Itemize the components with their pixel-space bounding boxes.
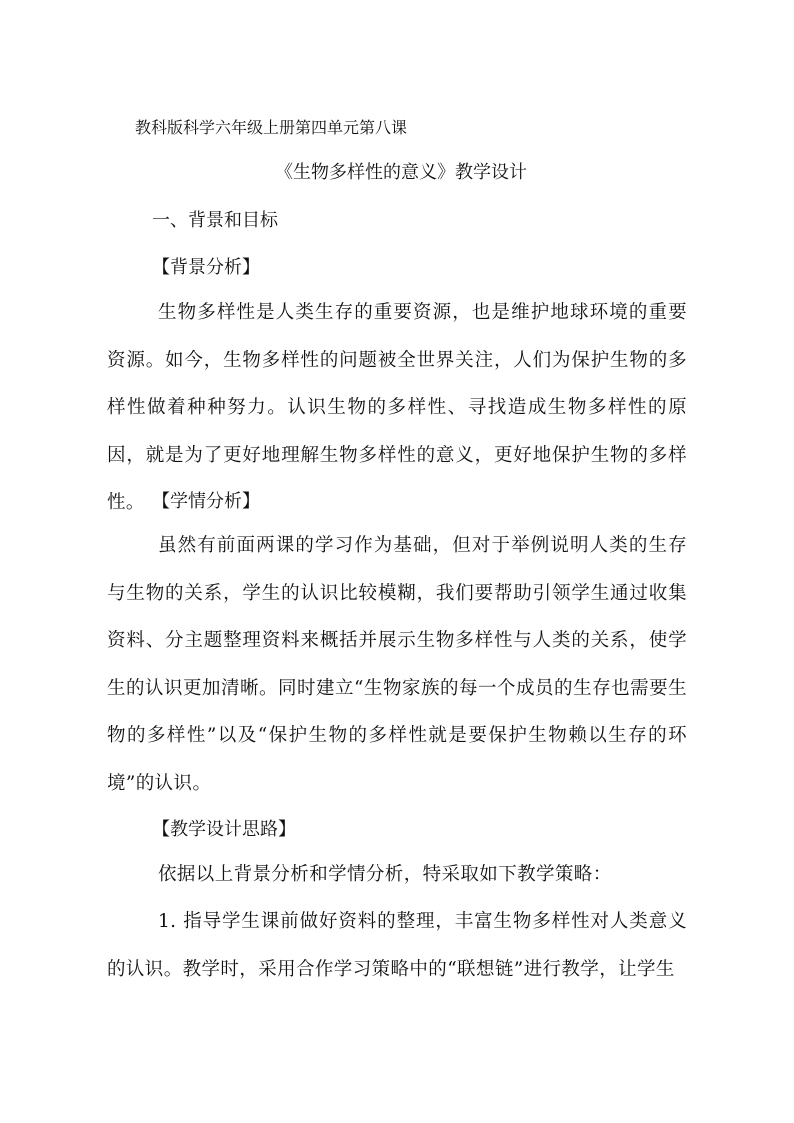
paragraph-teaching-design-intro: 依据以上背景分析和学情分析，特采取如下教学策略： [158, 864, 612, 885]
document-subtitle: 教科版科学六年级上册第四单元第八课 [135, 118, 408, 137]
subsection-heading-learning-analysis: 【学情分析】 [152, 491, 260, 512]
paragraph-learning-analysis: 虽然有前面两课的学习作为基础，但对于举例说明人类的生存与生物的关系，学生的认识比较模糊，我们要帮助引领学生通过收集资料、分主题整理资料来概括并展示生物多样性与人类的关系，使学生的认识更加清晰。同时建立“生物家族的每一个成员的生存也需要生物的多样性”以及“保护生物的多样性就是要保护生物赖以生存的环境”的认识。 [107, 535, 687, 794]
paragraph-background-analysis: 生物多样性是人类生存的重要资源，也是维护地球环境的重要资源。如今，生物多样性的问题被全世界关注，人们为保护生物的多样性做着种种努力。认识生物的多样性、寻找造成生物多样性的原因，就是为了更好地理解生物多样性的意义，更好地保护生物的多样性。 [107, 302, 687, 513]
subsection-heading-background-analysis: 【背景分析】 [152, 257, 260, 278]
section-heading-background-and-goals: 一、背景和目标 [152, 210, 278, 231]
subsection-heading-teaching-design: 【教学设计思路】 [152, 819, 296, 840]
paragraph-teaching-design-point-1: 1. 指导学生课前做好资料的整理，丰富生物多样性对人类意义的认识。教学时，采用合作学习策略中的“联想链”进行教学，让学生 [107, 911, 687, 980]
document-title: 《生物多样性的意义》教学设计 [275, 162, 527, 183]
